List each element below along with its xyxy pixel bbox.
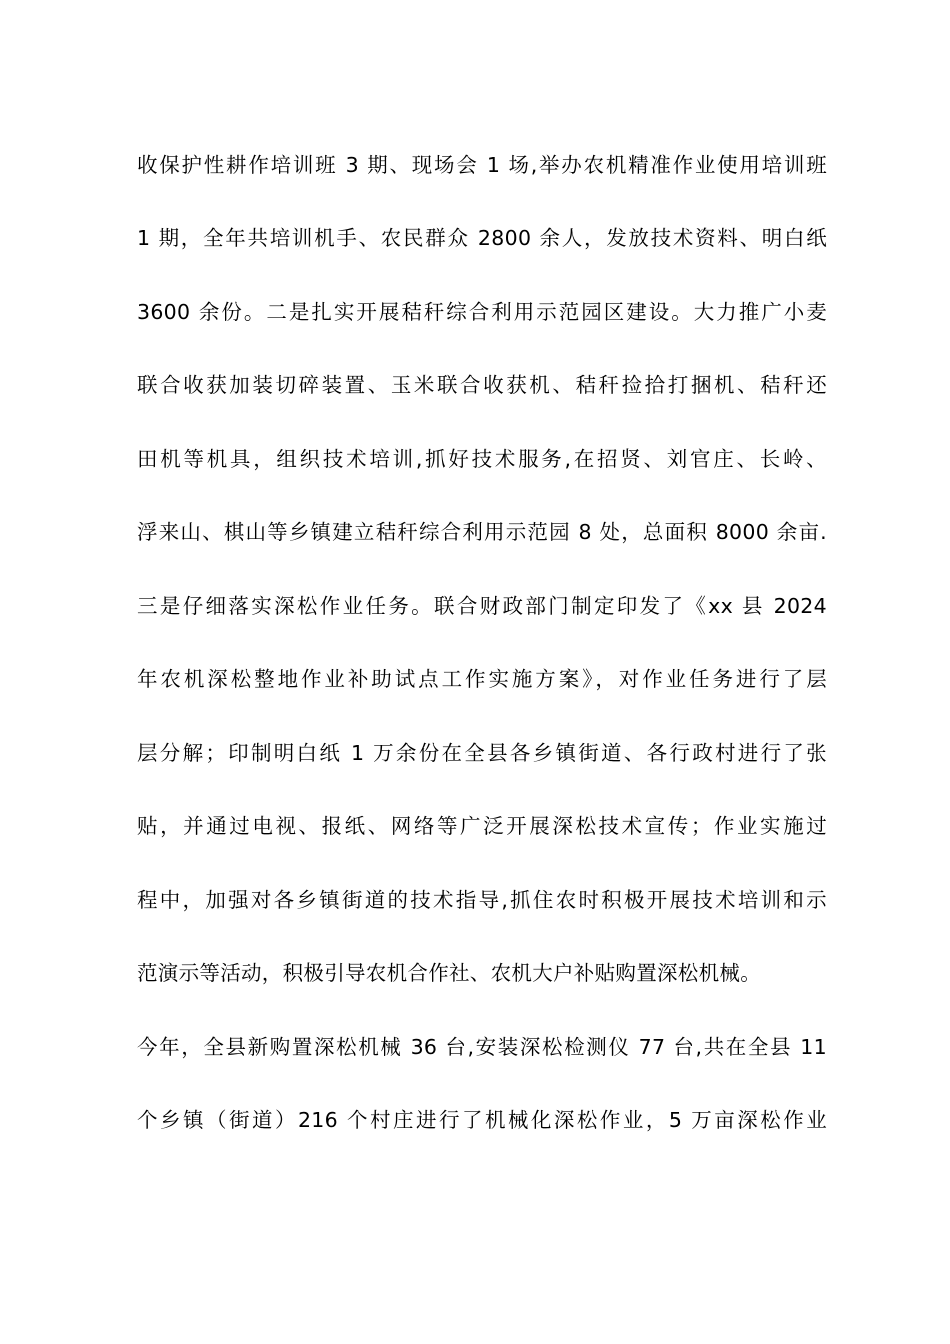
text-line: 范演示等活动，积极引导农机合作社、农机大户补贴购置深松机械。 (137, 961, 761, 986)
text-line: 三是仔细落实深松作业任务。联合财政部门制定印发了《xx 县 2024 (137, 593, 827, 618)
text-line: 1 期，全年共培训机手、农民群众 2800 余人，发放技术资料、明白纸 (137, 226, 827, 251)
body-text (137, 141, 827, 1170)
text-line: 浮来山、棋山等乡镇建立秸秆综合利用示范园 8 处，总面积 8000 余亩. (137, 520, 827, 545)
text-line: 贴，并通过电视、报纸、网络等广泛开展深松技术宣传；作业实施过 (137, 814, 827, 839)
text-line: 年农机深松整地作业补助试点工作实施方案》，对作业任务进行了层 (137, 667, 827, 692)
text-line: 联合收获加装切碎装置、玉米联合收获机、秸秆捡拾打捆机、秸秆还 (137, 373, 827, 398)
text-line: 收保护性耕作培训班 3 期、现场会 1 场,举办农机精准作业使用培训班 (137, 153, 827, 177)
text-line: 个乡镇（街道）216 个村庄进行了机械化深松作业，5 万亩深松作业 (137, 1108, 827, 1133)
text-line: 层分解；印制明白纸 1 万余份在全县各乡镇街道、各行政村进行了张 (137, 740, 827, 765)
text-line: 3600 余份。二是扎实开展秸秆综合利用示范园区建设。大力推广小麦 (137, 299, 827, 324)
text-line: 程中，加强对各乡镇街道的技术指导,抓住农时积极开展技术培训和示 (137, 887, 827, 912)
text-line: 田机等机具，组织技术培训,抓好技术服务,在招贤、刘官庄、长岭、 (137, 446, 827, 471)
text-line: 今年，全县新购置深松机械 36 台,安装深松检测仪 77 台,共在全县 11 (137, 1034, 827, 1059)
